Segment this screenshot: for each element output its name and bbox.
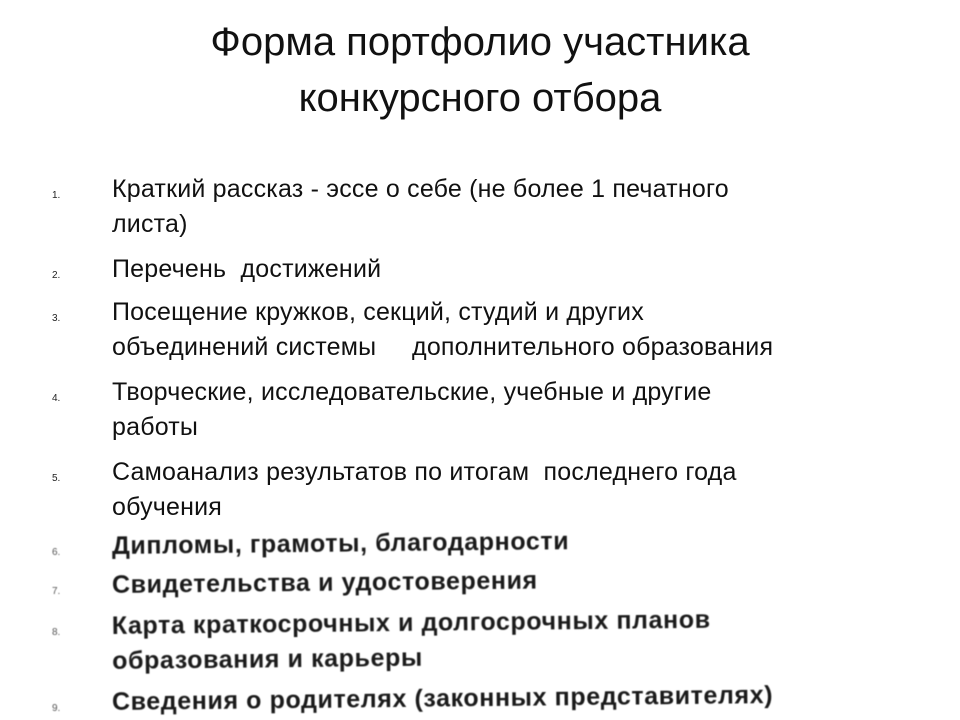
list-item-number: 6.: [52, 547, 61, 558]
list-item: [0, 295, 960, 365]
portfolio-items-list: [0, 172, 960, 720]
list-item-text: Творческие, исследовательские, учебные и другие работы: [112, 378, 712, 441]
list-item: [0, 529, 960, 564]
list-item-text: Краткий рассказ - эссе о себе (не более 1 печатного листа): [112, 175, 729, 238]
list-item-number: 3.: [52, 313, 61, 324]
list-item-number: 1.: [52, 190, 61, 201]
list-item: [0, 375, 960, 445]
list-item: [0, 252, 960, 287]
list-item-number: 4.: [52, 393, 61, 404]
list-item: [0, 172, 960, 242]
list-item-text: Сведения о родителях (законных представителях): [111, 681, 774, 716]
list-item-text: Свидетельства и удостоверения: [111, 566, 538, 599]
list-item: [0, 681, 960, 720]
list-item-number: 9.: [52, 703, 61, 714]
list-item-number: 2.: [52, 270, 61, 281]
slide-title: [0, 14, 960, 126]
list-item: [0, 605, 960, 679]
list-item-number: 8.: [52, 627, 61, 638]
list-item-text: Карта краткосрочных и долгосрочных планов образования и карьеры: [111, 605, 711, 675]
slide-title-line-1: Форма портфолио участника: [210, 20, 750, 64]
list-item-text: Посещение кружков, секций, студий и других объединений системы дополнительного образования: [112, 298, 774, 361]
list-item-number: 5.: [52, 473, 61, 484]
list-item: [0, 455, 960, 525]
list-item: [0, 568, 960, 603]
slide-title-line-2: конкурсного отбора: [298, 76, 662, 120]
list-item-number: 7.: [52, 586, 61, 597]
list-item-text: Перечень достижений: [112, 255, 382, 283]
list-item-text: Самоанализ результатов по итогам последнего года обучения: [112, 458, 737, 521]
list-item-text: Дипломы, грамоты, благодарности: [111, 527, 570, 560]
